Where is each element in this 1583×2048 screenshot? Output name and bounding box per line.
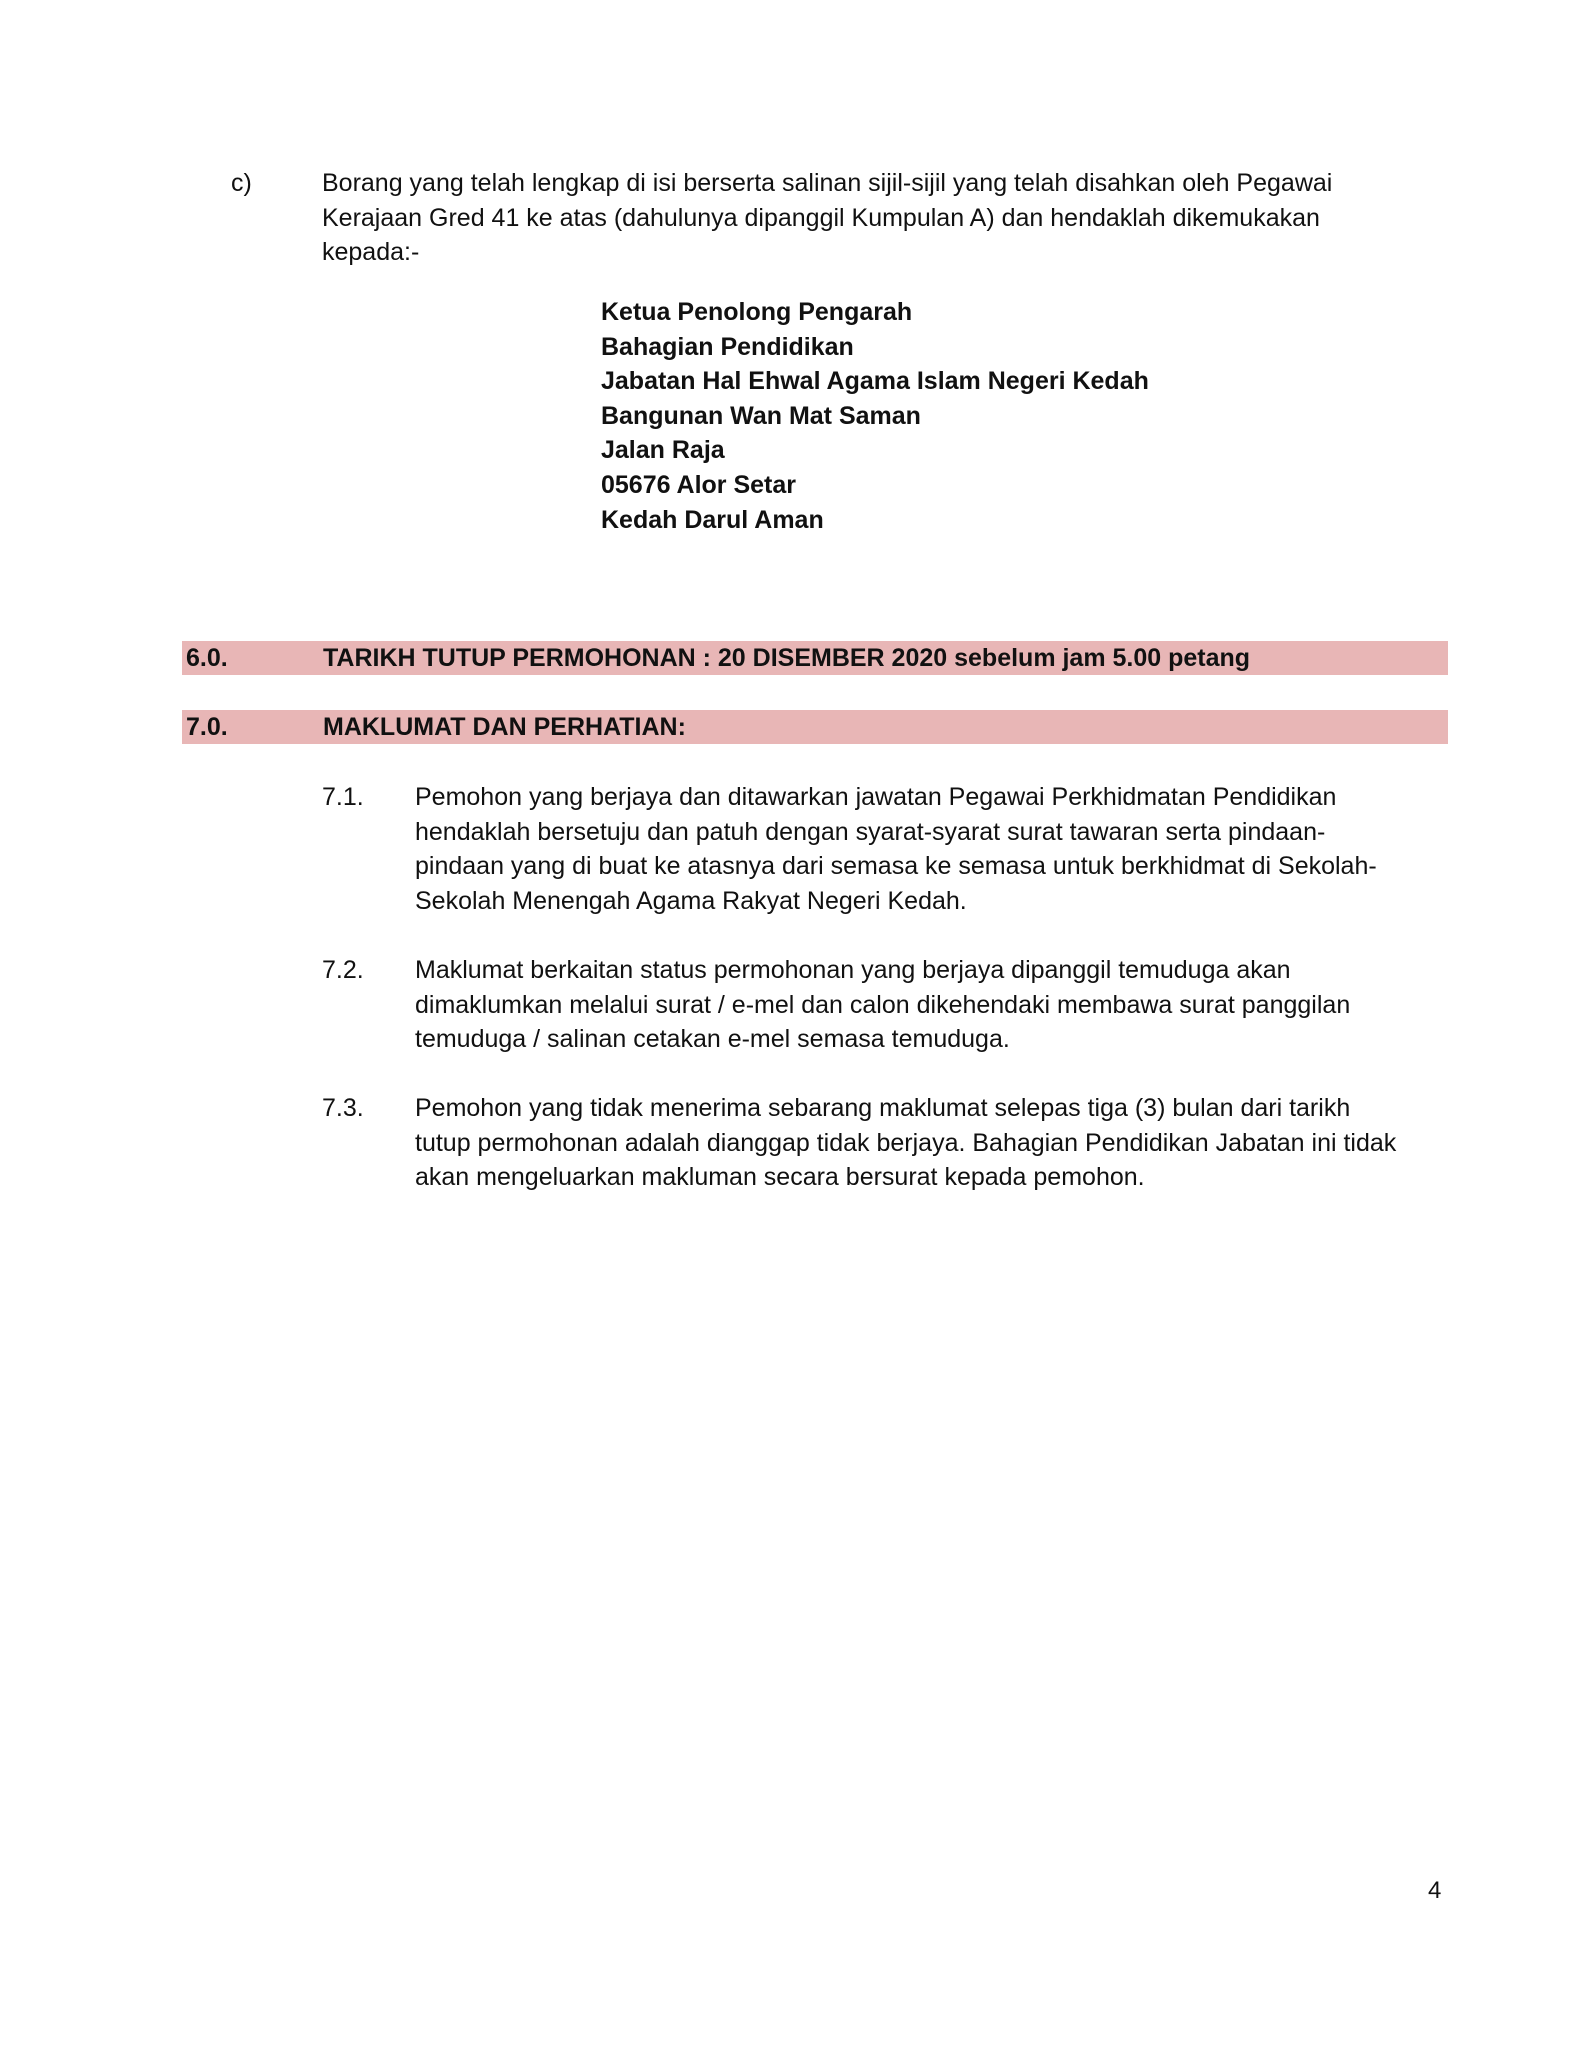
address-line: Jalan Raja [601, 436, 725, 465]
item-7-2-number: 7.2. [322, 956, 364, 984]
item-7-3-number: 7.3. [322, 1094, 364, 1122]
address-line: Jabatan Hal Ehwal Agama Islam Negeri Kedah [601, 367, 1149, 396]
section-6-title: TARIKH TUTUP PERMOHONAN : 20 DISEMBER 2020 sebelum jam 5.00 petang [323, 644, 1251, 672]
section-7-title: MAKLUMAT DAN PERHATIAN: [323, 713, 686, 741]
section-c-text [322, 166, 1332, 270]
item-line: dimaklumkan melalui surat / e-mel dan calon dikehendaki membawa surat panggilan [415, 990, 1351, 1019]
section-7-number: 7.0. [186, 713, 228, 741]
item-7-1-number: 7.1. [322, 783, 364, 811]
item-line: Pemohon yang berjaya dan ditawarkan jawatan Pegawai Perkhidmatan Pendidikan [415, 783, 1337, 811]
item-7-3-text [415, 1091, 1396, 1195]
item-line: akan mengeluarkan makluman secara bersurat kepada pemohon. [415, 1163, 1145, 1192]
item-line: temuduga / salinan cetakan e-mel semasa temuduga. [415, 1025, 1010, 1054]
section-c-line: kepada:- [322, 238, 420, 267]
section-c-label: c) [231, 169, 252, 197]
address-line: Bangunan Wan Mat Saman [601, 401, 921, 430]
item-line: pindaan yang di buat ke atasnya dari semasa ke semasa untuk berkhidmat di Sekolah- [415, 852, 1377, 881]
item-7-1-text [415, 780, 1377, 919]
page-number: 4 [1428, 1877, 1442, 1904]
section-6-number: 6.0. [186, 644, 228, 672]
item-line: hendaklah bersetuju dan patuh dengan syarat-syarat surat tawaran serta pindaan- [415, 817, 1326, 846]
address-block [601, 295, 1149, 537]
item-line: Maklumat berkaitan status permohonan yang berjaya dipanggil temuduga akan [415, 956, 1291, 984]
item-line: Sekolah Menengah Agama Rakyat Negeri Kedah. [415, 887, 967, 916]
address-line: Bahagian Pendidikan [601, 332, 854, 361]
section-c-line: Kerajaan Gred 41 ke atas (dahulunya dipanggil Kumpulan A) dan hendaklah dikemukakan [322, 203, 1320, 232]
address-line: 05676 Alor Setar [601, 470, 797, 499]
item-line: Pemohon yang tidak menerima sebarang maklumat selepas tiga (3) bulan dari tarikh [415, 1094, 1351, 1122]
address-line: Ketua Penolong Pengarah [601, 298, 913, 326]
section-7-heading [182, 710, 1448, 744]
item-line: tutup permohonan adalah dianggap tidak berjaya. Bahagian Pendidikan Jabatan ini tidak [415, 1128, 1397, 1157]
item-7-2-text [415, 953, 1350, 1057]
section-c-line: Borang yang telah lengkap di isi berserta salinan sijil-sijil yang telah disahkan oleh Pegawai [322, 169, 1333, 197]
address-line: Kedah Darul Aman [601, 505, 824, 534]
section-6-heading [182, 641, 1448, 675]
